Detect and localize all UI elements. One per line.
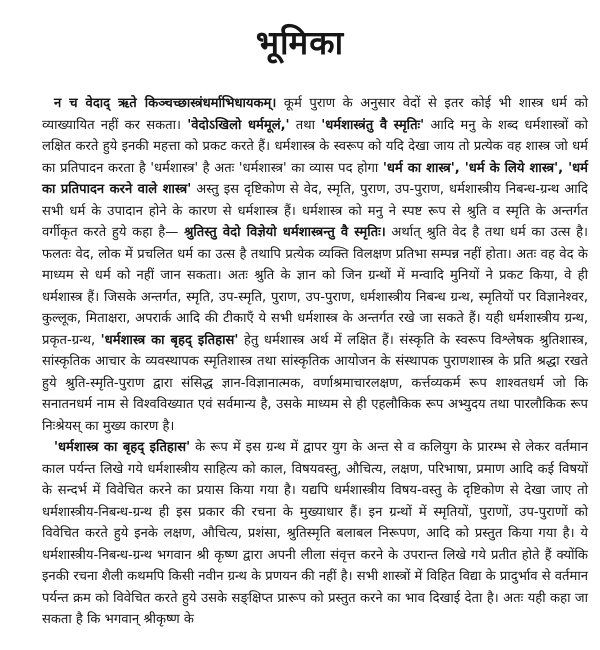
p1-text-2: तथा	[289, 117, 322, 133]
p1-text-3: आदि मनु के शब्द धर्मशास्त्रों को लक्षित करते हुये इनकी महत्ता को प्रकट करते हैं। धर्मशास्त्र के स्वरूप को यदि देखा जाय तो प्रत्येक वह शास्त्र जो धर्म का प्रतिपादन करता है 'धर्मशास्त्र' है अतः 'धर्मशास्त्र' का व्यास पद होगा	[42, 117, 589, 176]
p1-quote-3: 'धर्मशास्त्रंतु वै स्मृतिः'	[321, 117, 425, 133]
p1-quote-2: 'वेदोऽखिलो धर्ममूलं,'	[187, 117, 290, 133]
p1-quote-6: 'धर्मशास्त्र का बृहद् इतिहास'	[100, 332, 239, 348]
page-title: भूमिका	[255, 23, 345, 62]
p2-text-1: के रूप में इस ग्रन्थ में द्वापर युग के अन्त से व कलियुग के प्रारम्भ से लेकर वर्तमान काल पर्यन्त लिखे गये धर्मशास्त्रीय साहित्य को काल, विषयवस्तु, औचित्य, लक्षण, परिभाषा, प्रमाण आदि कई विषयों के सन्दर्भ में विवेचित करने का प्रयास किया गया है। यद्यपि धर्मशास्त्रीय विषय-वस्तु के दृष्टिकोण से देखा जाए तो धर्मशास्त्रीय-निबन्ध-ग्रन्थ ही इस प्रकार की रचना के मुख्याधार हैं। इन ग्रन्थों में स्मृतियों, पुराणों, उप-पुराणों को विवेचित करते हुये इनके लक्षण, औचित्य, प्रशंसा, श्रुतिस्मृति बलाबल निरूपण, आदि को प्रस्तुत किया गया है। ये धर्मशास्त्रीय-निबन्ध-ग्रन्थ भगवान श्री कृष्ण द्वारा अपनी लीला संवृत्त करने के उपरान्त लिखे गये प्रतीत होते हैं क्योंकि इनकी रचना शैली कथमपि किसी नवीन ग्रन्थ के प्रणयन की नहीं है। सभी शास्त्रों में विहित विद्या के प्रादुर्भाव से वर्तमान पर्यन्त क्रम को विवेचित करते हुये उसके सङ्क्षिप्त प्रारूप को प्रस्तुत करने का भाव दिखाई देता है। अतः यही कहा जा सकता है कि भगवान् श्रीकृष्ण के	[42, 440, 588, 627]
p1-text-1: कूर्म पुराण के अनुसार वेदों से इतर कोई भी शास्त्र धर्म को व्याख्यायित नहीं कर सकता।	[42, 96, 588, 133]
paragraph-1	[0, 75, 600, 437]
p1-quote-5: श्रुतिस्तु वेदो विज्ञेयो धर्मशास्त्रन्तु वै स्मृतिः।	[184, 225, 386, 240]
paragraph-2	[0, 437, 600, 631]
p1-text-6: हेतु धर्मशास्त्र अर्थ में लक्षित हैं। संस्कृति के स्वरूप विश्लेषक श्रुतिशास्त्र, सांस्कृतिक आचार के व्यवस्थापक स्मृतिशास्त्र तथा सांस्कृतिक आयोजन के संस्थापक पुराणशास्त्र के प्रति श्रद्धा रखते हुये श्रुति-स्मृति-पुराण द्वारा संसिद्ध ज्ञान-विज्ञानात्मक, वर्णाश्रमाचारलक्षण, कर्त्तव्यकर्म रूप शाश्वतधर्म जो कि सनातनधर्म नाम से विश्वविख्यात एवं सर्वमान्य है, उसके माध्यम से ही एहलौकिक रूप अभ्युदय तथा पारलौकिक रूप निःश्रेयस् का मुख्य कारण है।	[42, 332, 588, 434]
opening-quote: न च वेदाद् ऋते किञ्चच्छास्त्रंधर्माभिधायकम्।	[54, 96, 277, 111]
p1-quote-4: 'धर्म का शास्त्र', 'धर्म के लिये शास्त्र', 'धर्म का प्रतिपादन करने वाले शास्त्र'	[42, 160, 588, 197]
p1-text-5: अर्थात् श्रुति वेद है तथा धर्म का उत्स है। फलतः वेद, लोक में प्रचलित धर्म का उत्स है तथापि प्रत्येक व्यक्ति विलक्षण प्रतिभा सम्पन्न नहीं होता। अतः वह वेद के माध्यम से धर्म को नहीं जान सकता। अतः श्रुति के ज्ञान को जिन ग्रन्थों में मन्वादि मुनियों ने प्रकट किया, वे ही धर्मशास्त्र हैं। जिसके अन्तर्गत, स्मृति, उप-स्मृति, पुराण, उप-पुराण, धर्मशास्त्रीय निबन्ध ग्रन्थ, स्मृतियों पर विज्ञानेश्वर, कुल्लूक, मिताक्षरा, अपरार्क आदि की टीकाएँ ये सभी धर्मशास्त्र के अन्तर्गत रखे जा सकते हैं। यही धर्मशास्त्रीय ग्रन्थ, प्रकृत-ग्रन्थ,	[42, 225, 589, 348]
p2-quote-1: 'धर्मशास्त्र का बृहद् इतिहास'	[54, 440, 191, 455]
p1-text-4: अस्तु इस दृष्टिकोण से वेद, स्मृति, पुराण, उप-पुराण, धर्मशास्त्रीय निबन्ध-ग्रन्थ आदि सभी धर्म के उपादान होने के कारण से धर्मशास्त्र हैं। धर्मशास्त्र को मनु ने स्पष्ट रूप से श्रुति व स्मृति के अन्तर्गत वर्गीकृत करते हुये कहा है—	[42, 182, 588, 240]
